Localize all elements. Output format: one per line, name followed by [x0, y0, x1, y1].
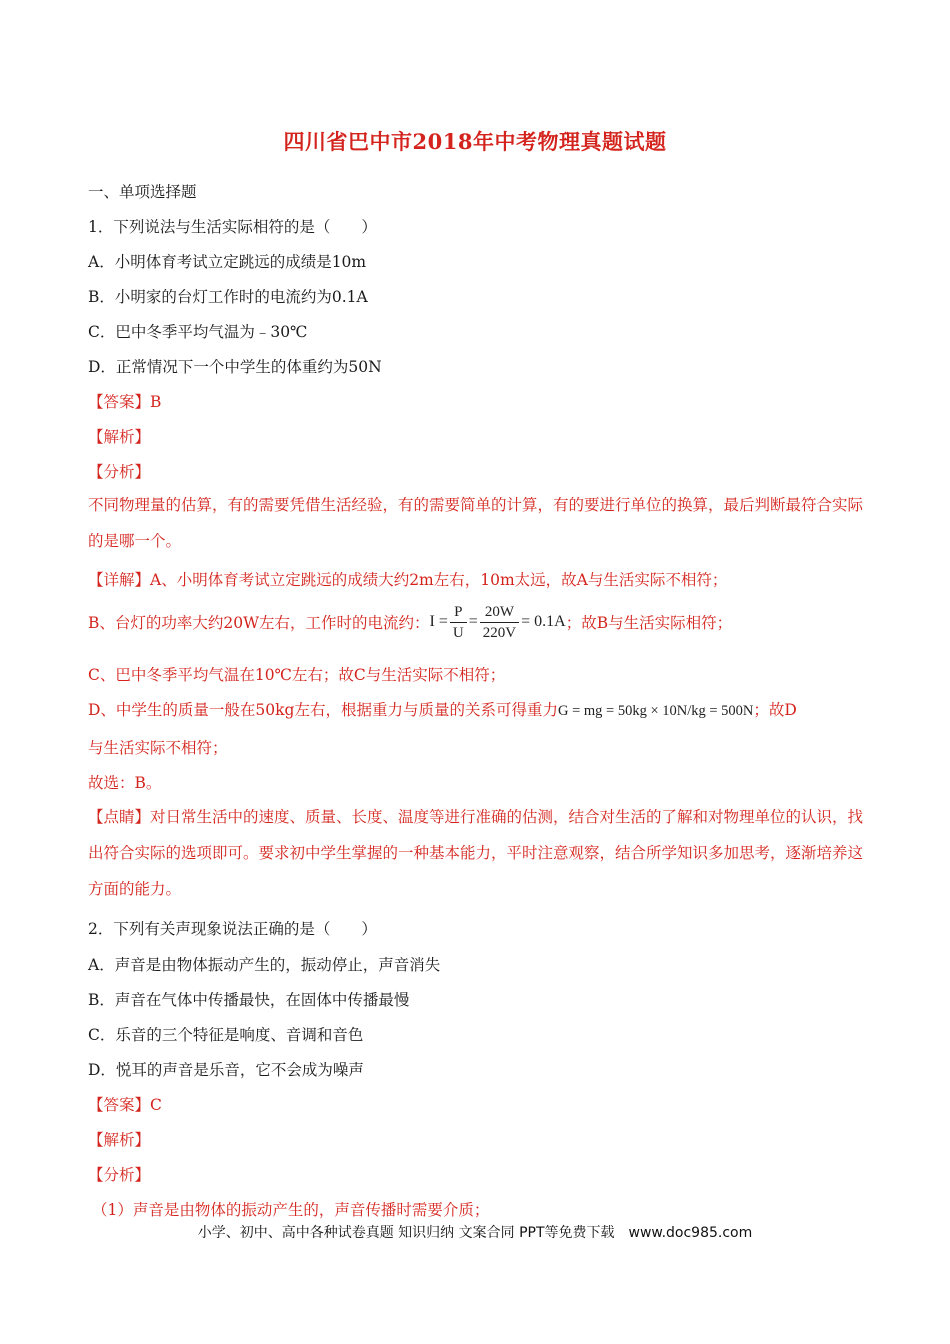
detail-d-tail: ；故D — [753, 701, 797, 719]
question-2-answer: 【答案】C — [88, 1096, 162, 1114]
question-2-jiexi-label: 【解析】 — [88, 1131, 151, 1149]
question-1-detail-d — [88, 698, 797, 720]
question-1-stem: 1．下列说法与生活实际相符的是（ ） — [88, 218, 377, 236]
question-1-fenxi-label: 【分析】 — [88, 463, 151, 481]
formula-lhs: I = — [429, 613, 448, 630]
question-1-option-a: A．小明体育考试立定跳远的成绩是10m — [88, 253, 367, 271]
question-1-option-b: B．小明家的台灯工作时的电流约为0.1A — [88, 288, 368, 306]
page-footer: 小学、初中、高中各种试卷真题 知识归纳 文案合同 PPT等免费下载 www.doc985.com — [197, 1225, 753, 1241]
question-1-detail-b — [88, 600, 732, 644]
fraction-20w-over-220v — [480, 602, 519, 643]
fraction-numerator: P — [450, 602, 467, 623]
detail-b-tail: ；故B与生活实际相符； — [565, 614, 733, 632]
question-2-stem: 2．下列有关声现象说法正确的是（ ） — [88, 920, 377, 938]
question-2-option-c: C．乐音的三个特征是响度、音调和音色 — [88, 1026, 364, 1044]
question-2-option-a: A．声音是由物体振动产生的，振动停止，声音消失 — [88, 956, 441, 974]
question-1-option-d: D．正常情况下一个中学生的体重约为50N — [88, 358, 382, 376]
formula-equals: = — [468, 613, 478, 630]
fraction-denominator: 220V — [482, 624, 517, 641]
question-1-answer: 【答案】B — [88, 393, 162, 411]
question-1-detail-a: 【详解】A、小明体育考试立定跳远的成绩大约2m左右，10m太远，故A与生活实际不相符； — [88, 571, 728, 589]
question-1-detail-c: C、巴中冬季平均气温在10℃左右；故C与生活实际不相符； — [88, 666, 506, 684]
detail-d-text: D、中学生的质量一般在50kg左右，根据重力与质量的关系可得重力 — [88, 701, 558, 719]
question-2-option-b: B．声音在气体中传播最快，在固体中传播最慢 — [88, 991, 410, 1009]
current-formula — [430, 602, 566, 643]
question-2-point-1: （1）声音是由物体的振动产生的，声音传播时需要介质； — [92, 1201, 490, 1219]
question-2-fenxi-label: 【分析】 — [88, 1166, 151, 1184]
fraction-p-over-u — [450, 602, 467, 643]
section-heading: 一、单项选择题 — [88, 183, 197, 201]
question-2-option-d: D．悦耳的声音是乐音，它不会成为噪声 — [88, 1061, 364, 1079]
question-1-analysis: 不同物理量的估算，有的需要凭借生活经验，有的需要简单的计算，有的要进行单位的换算，最后判断最符合实际的是哪一个。 — [88, 496, 864, 550]
question-1-option-c: C．巴中冬季平均气温为﹣30℃ — [88, 323, 308, 341]
page-title: 四川省巴中市2018年中考物理真题试题 — [283, 129, 667, 154]
question-1-detail-d-continued: 与生活实际不相符； — [88, 739, 228, 757]
detail-b-text: B、台灯的功率大约20W左右，工作时的电流约： — [88, 614, 430, 632]
question-1-conclusion: 故选：B。 — [88, 774, 162, 792]
formula-rhs: = 0.1A — [521, 613, 566, 630]
fraction-numerator: 20W — [480, 602, 519, 623]
question-1-jiexi-label: 【解析】 — [88, 428, 151, 446]
question-1-dianjing: 【点睛】对日常生活中的速度、质量、长度、温度等进行准确的估测，结合对生活的了解和对物理单位的认识，找出符合实际的选项即可。要求初中学生掌握的一种基本能力，平时注意观察，结合所学知识多加思考，逐渐培养这方面的能力。 — [88, 808, 864, 898]
fraction-denominator: U — [452, 624, 464, 641]
gravity-formula: G = mg = 50kg × 10N/kg = 500N — [557, 703, 754, 719]
